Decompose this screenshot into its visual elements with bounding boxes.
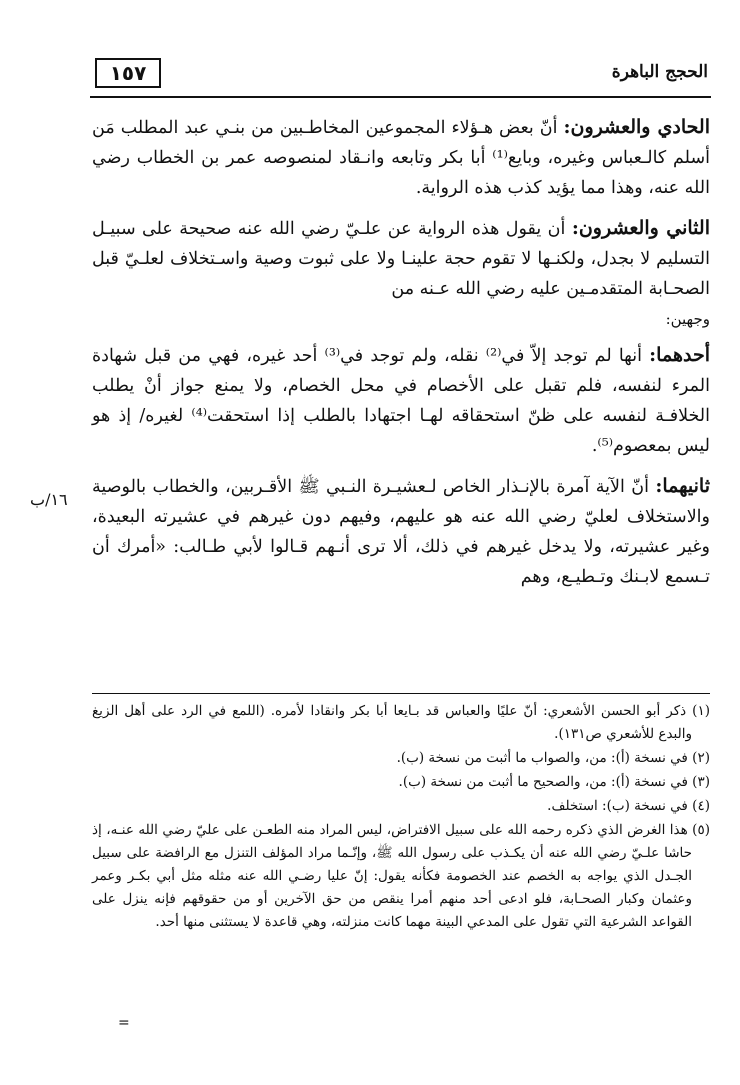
footnote-4: (٤) في نسخة (ب): استخلف. <box>547 798 710 814</box>
paragraph-heading: الحادي والعشرون: <box>563 116 710 138</box>
paragraph-second-aspect <box>92 471 710 592</box>
manuscript-folio-marker: ١٦/ب <box>30 490 68 509</box>
paragraph-heading: الثاني والعشرون: <box>571 217 710 239</box>
footnote-continuation-mark: = <box>118 1015 130 1031</box>
paragraph-body: أنّ الآية آمرة بالإنـذار الخاص لـعشيـرة النـبي ﷺ الأقـربين، والخطاب بالوصية والاستخلاف لعليّ رضي الله عنه هو عليهم، وفيهم دون غيرهم في عشيرته البعيدة، وغير عشيرته، ولا يدخل غيرهم في ذلك، ألا ترى أنـهم قـالوا لأبي طـالب: «أمرك أن تـسمع لابـنك وتـطيـع، وهم <box>92 477 710 587</box>
paragraph-22 <box>92 213 710 334</box>
footnote-1: (١) ذكر أبو الحسن الأشعري: أنّ عليًا والعباس قد بـايعا أبا بكر وانقادا لأمره. (اللمع في الرد على أهل الزيغ والبدع للأشعري ص١٣١). <box>92 703 710 742</box>
paragraph-tail: وجهين: <box>665 310 710 328</box>
paragraph-heading: ثانيهما: <box>655 475 710 497</box>
footnotes <box>92 700 710 935</box>
paragraph-body: أن يقول هذه الرواية عن علـيّ رضي الله عنه صحيحة على سبيـل التسليم لا بجدل، ولكنـها لا تقوم حجة علينـا ولا على ثبوت وصية واسـتخلاف لعلـيّ قبل الصحـابة المتقدمـين عليه رضي الله عـنه من <box>92 219 710 299</box>
header-divider <box>90 96 711 98</box>
footnote-3: (٣) في نسخة (أ): من، والصحيح ما أثبت من نسخة (ب). <box>398 774 710 790</box>
main-text <box>92 112 710 602</box>
paragraph-21 <box>92 112 710 203</box>
page-number: ١٥٧ <box>95 58 161 88</box>
footnote-divider <box>92 693 710 694</box>
running-title: الحجج الباهرة <box>611 62 708 82</box>
footnote-5: (٥) هذا الغرض الذي ذكره رحمه الله على سبيل الافتراض، ليس المراد منه الطعـن على عليّ رضي الله عنـه، إذ حاشا علـيّ رضي الله عنه أن يكـذب على رسول الله ﷺ، وإنّـما مراد المؤلف التنزل مع الرافضة على سبيل الجـدل الذي يواجه به الخصم عند الخصومة فكأنه يقول: إنّ عليا رضـي الله عنه مثله مثل أبي بكـر وعمر وعثمان وكبار الصحـابة، فلو ادعى أحد منهم أمرا ينقص من حق الآخرين أو من حقوقهم فإنه ينزل على القواعد الشرعية التي تقول على المدعي البينة مهما كانت منزلته، وهي قاعدة لا يستثنى منها أحد. <box>92 822 710 930</box>
footnote-2: (٢) في نسخة (أ): من، والصواب ما أثبت من نسخة (ب). <box>396 750 710 766</box>
paragraph-heading: أحدهما: <box>649 344 710 366</box>
page-header <box>90 58 710 98</box>
paragraph-first-aspect <box>92 340 710 461</box>
paragraph-body: أنها لم توجد إلاّ في⁽²⁾ نقله، ولم توجد في⁽³⁾ أحد غيره، فهي من قبل شهادة المرء لنفسه، فلم تقبل على الأخصام في محل الخصام، ولا يمنع جواز أنْ يطلب الخلافـة لنفسه على ظنّ استحقاقه لهـا اجتهادا بالطلب إذا استحقت⁽⁴⁾ لغيره/ إذ هو ليس بمعصوم⁽⁵⁾. <box>92 346 710 456</box>
paragraph-body: أنّ بعض هـؤلاء المجموعين المخاطـبين من بنـي عبد المطلب مَن أسلم كالـعباس وغيره، وبايع⁽¹⁾ أبا بكر وتابعه وانـقاد لمنصوصه عمر بن الخطاب رضي الله عنه، وهذا مما يؤيد كذب هذه الرواية. <box>92 118 711 198</box>
